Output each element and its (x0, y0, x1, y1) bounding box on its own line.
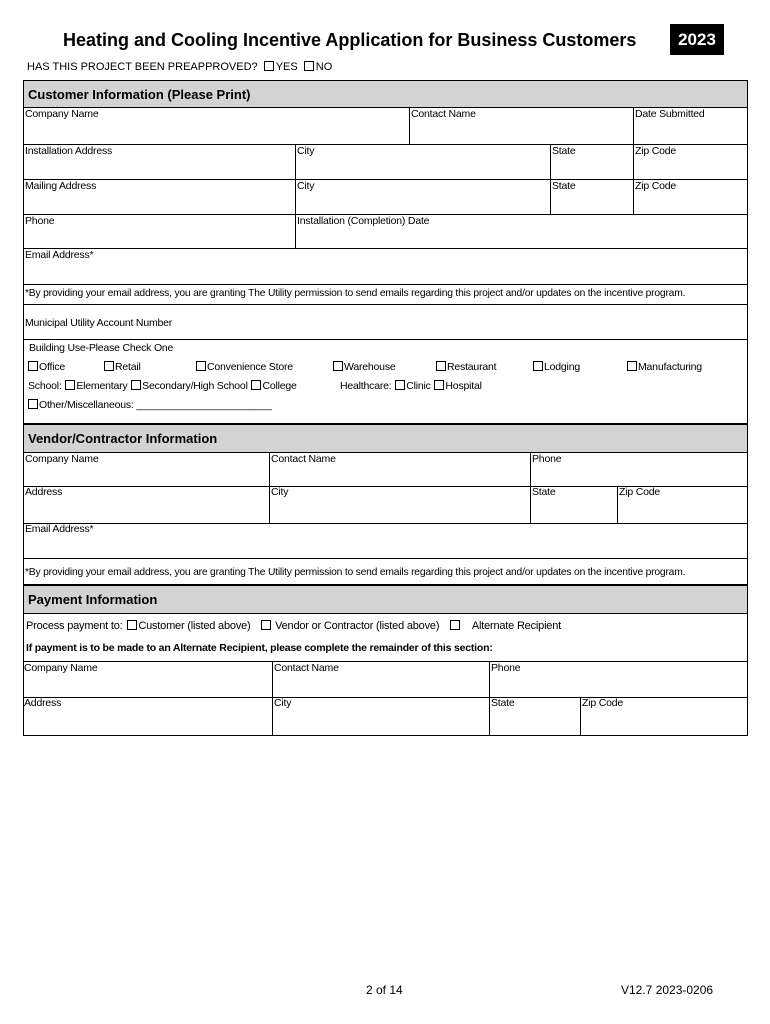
vendor-state-field[interactable]: State (532, 486, 556, 498)
payment-address-field[interactable]: Address (24, 697, 62, 709)
customer-email-disclaimer: *By providing your email address, you are granting The Utility permission to send emails regarding this project and/or updates on the incentive program. (25, 288, 686, 299)
use-retail[interactable] (104, 361, 141, 373)
payment-contact-name-field[interactable]: Contact Name (274, 662, 339, 674)
use-office[interactable] (28, 361, 65, 373)
vendor-zip-field[interactable]: Zip Code (619, 486, 661, 498)
customer-installation-date-field[interactable]: Installation (Completion) Date (297, 215, 430, 227)
warehouse-checkbox[interactable] (333, 361, 343, 371)
preapproved-question: HAS THIS PROJECT BEEN PREAPPROVED? (27, 61, 258, 73)
page-number: 2 of 14 (366, 983, 403, 997)
use-manufacturing[interactable] (627, 361, 702, 373)
use-lodging[interactable] (533, 361, 580, 373)
healthcare-label: Healthcare: (340, 380, 392, 392)
use-convenience-store[interactable] (196, 361, 293, 373)
other-row[interactable] (28, 399, 272, 411)
restaurant-checkbox[interactable] (436, 361, 446, 371)
customer-company-name-field[interactable]: Company Name (25, 108, 99, 120)
convenience-store-label: Convenience Store (207, 361, 293, 373)
use-warehouse[interactable] (333, 361, 396, 373)
version-label: V12.7 2023-0206 (621, 983, 714, 997)
customer-date-submitted-field[interactable]: Date Submitted (635, 108, 705, 120)
yes-label: YES (275, 61, 298, 73)
vendor-section-heading: Vendor/Contractor Information (23, 424, 748, 453)
other-label: Other/Miscellaneous: ________________________ (39, 399, 272, 411)
customer-section-heading: Customer Information (Please Print) (23, 80, 748, 108)
healthcare-row (340, 380, 482, 392)
retail-checkbox[interactable] (104, 361, 114, 371)
customer-install-zip-field[interactable]: Zip Code (635, 145, 677, 157)
clinic-label: Clinic (406, 380, 431, 392)
office-label: Office (39, 361, 66, 373)
customer-phone-field[interactable]: Phone (25, 215, 55, 227)
lodging-checkbox[interactable] (533, 361, 543, 371)
hospital-label: Hospital (445, 380, 482, 392)
elementary-label: Elementary (76, 380, 128, 392)
pay-vendor-label: Vendor or Contractor (listed above) (275, 620, 440, 632)
yes-checkbox[interactable] (264, 61, 274, 71)
preapproved-row (27, 61, 332, 73)
customer-install-state-field[interactable]: State (552, 145, 576, 157)
payment-section-heading: Payment Information (23, 585, 748, 614)
vendor-company-name-field[interactable]: Company Name (25, 453, 99, 465)
pay-alternate-label: Alternate Recipient (471, 620, 562, 632)
restaurant-label: Restaurant (447, 361, 497, 373)
customer-install-city-field[interactable]: City (297, 145, 315, 157)
college-label: College (262, 380, 297, 392)
vendor-email-field[interactable]: Email Address* (25, 523, 94, 535)
other-checkbox[interactable] (28, 399, 38, 409)
payment-zip-field[interactable]: Zip Code (582, 697, 624, 709)
payment-state-field[interactable]: State (491, 697, 515, 709)
clinic-checkbox[interactable] (395, 380, 405, 390)
pay-vendor-checkbox[interactable] (261, 620, 271, 630)
secondary-checkbox[interactable] (131, 380, 141, 390)
warehouse-label: Warehouse (344, 361, 396, 373)
year-badge: 2023 (670, 24, 724, 55)
pay-alternate-checkbox[interactable] (450, 620, 460, 630)
payment-phone-field[interactable]: Phone (491, 662, 521, 674)
lodging-label: Lodging (544, 361, 580, 373)
hospital-checkbox[interactable] (434, 380, 444, 390)
customer-mailing-state-field[interactable]: State (552, 180, 576, 192)
form-title: Heating and Cooling Incentive Application for Business Customers (63, 30, 637, 50)
manufacturing-label: Manufacturing (638, 361, 702, 373)
no-checkbox[interactable] (304, 61, 314, 71)
customer-account-number-field[interactable]: Municipal Utility Account Number (25, 317, 173, 329)
pay-customer-checkbox[interactable] (127, 620, 137, 630)
school-label: School: (28, 380, 62, 392)
school-row (28, 380, 297, 392)
process-payment-row (26, 620, 561, 632)
vendor-phone-field[interactable]: Phone (532, 453, 562, 465)
alternate-recipient-note: If payment is to be made to an Alternate Recipient, please complete the remainder of this section: (26, 642, 493, 654)
vendor-address-field[interactable]: Address (25, 486, 63, 498)
office-checkbox[interactable] (28, 361, 38, 371)
vendor-section (23, 452, 748, 585)
secondary-label: Secondary/High School (142, 380, 248, 392)
retail-label: Retail (115, 361, 141, 373)
elementary-checkbox[interactable] (65, 380, 75, 390)
customer-contact-name-field[interactable]: Contact Name (411, 108, 476, 120)
vendor-contact-name-field[interactable]: Contact Name (271, 453, 336, 465)
building-use-heading: Building Use-Please Check One (29, 342, 174, 354)
pay-customer-label: Customer (listed above) (138, 620, 251, 632)
customer-email-field[interactable]: Email Address* (25, 249, 94, 261)
college-checkbox[interactable] (251, 380, 261, 390)
vendor-email-disclaimer: *By providing your email address, you are granting The Utility permission to send emails regarding this project and/or updates on the incentive program. (25, 567, 686, 578)
customer-mailing-city-field[interactable]: City (297, 180, 315, 192)
manufacturing-checkbox[interactable] (627, 361, 637, 371)
use-restaurant[interactable] (436, 361, 496, 373)
vendor-city-field[interactable]: City (271, 486, 289, 498)
payment-company-name-field[interactable]: Company Name (24, 662, 98, 674)
convenience-store-checkbox[interactable] (196, 361, 206, 371)
customer-mailing-address-field[interactable]: Mailing Address (25, 180, 97, 192)
process-payment-label: Process payment to: (26, 620, 123, 632)
customer-installation-address-field[interactable]: Installation Address (25, 145, 113, 157)
customer-mailing-zip-field[interactable]: Zip Code (635, 180, 677, 192)
no-label: NO (315, 61, 333, 73)
payment-city-field[interactable]: City (274, 697, 292, 709)
